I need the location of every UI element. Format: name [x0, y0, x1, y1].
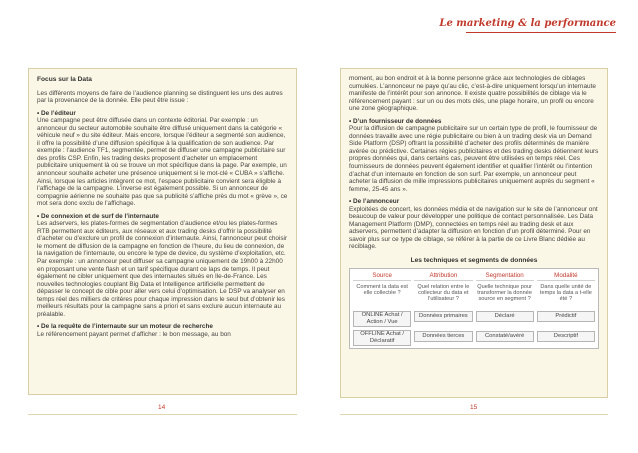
column-question: Dans quelle unité de temps la data a t-elle été ? — [539, 283, 592, 303]
segments-column-modalite — [537, 272, 595, 349]
page-footer-rule-left — [28, 414, 297, 415]
segments-column-attribution — [414, 272, 472, 349]
column-head: Segmentation — [476, 272, 534, 281]
section-heading-annonceur: • De l’annonceur — [349, 198, 400, 206]
header-rule — [466, 32, 616, 33]
segments-table-title: Les techniques et segments de données — [410, 257, 538, 265]
focus-panel — [28, 68, 297, 395]
column-question: Comment la data est elle collectée ? — [356, 283, 408, 296]
segment-box: Constaté/avéré — [476, 331, 534, 342]
section-heading-connexion: • De connexion et de surf de l’internaute — [37, 212, 159, 220]
column-head: Modalité — [537, 272, 595, 281]
continuation-panel — [340, 68, 608, 398]
section-heading-requete: • De la requête de l’internaute sur un moteur de recherche — [37, 323, 213, 331]
continuation-paragraph: moment, au bon endroit et à la bonne personne grâce aux technologies de ciblages cumulées. L’annonceur ne paye qu’au clic, c’est-à-dire uniquement lorsqu’un internaute manifeste de l’intérêt pour son annonce. Il existe quatre possibilités de ciblage via le référencement payant : sur un ou des mots clés, une plage horaire, un profil ou encore une zone géographique. — [349, 75, 596, 113]
segments-column-source — [353, 272, 411, 349]
column-head: Source — [353, 272, 411, 281]
segment-box: Prédictif — [537, 311, 595, 322]
section-heading-fournisseur: • D’un fournisseur de données — [349, 117, 442, 125]
section-text-editeur: Une campagne peut être diffusée dans un contexte éditorial. Par exemple : un annonceur du secteur automobile souhaite être diffusé uniquement dans la catégorie « véhicule neuf » du site éditeur. Mais encore, lorsque l’éditeur a segmenté son audience, il offre la possibilité d’une diffusion spécifique à la qualification de son audience. Par exemple : l’audience TF1, segmentée, permet de diffuser une campagne publicitaire sur des profils CSP. Enfin, les trading desks proposent d’acheter un emplacement publicitaire uniquement là où se trouve un mot spécifique dans la page. Par exemple, un annonceur souhaite acheter une présence uniquement si le mot-clé « CUBA » s’affiche. Ainsi, lorsque les articles intègrent ce mot, l’espace publicitaire convient sera éligible à l’affichage de la campagne. L’inverse est également possible. Si un annonceur de compagnie aérienne ne souhaite pas que sa publicité s’affiche près du mot « grève », ce mot sera donc exclu de l’affichage. — [37, 117, 288, 208]
section-text-requete: Le référencement payant permet d’afficher : le bon message, au bon — [37, 330, 231, 338]
segment-box: OFFLINE Achat / Déclaratif — [353, 330, 411, 346]
column-head: Attribution — [414, 272, 472, 281]
page-footer-rule-right — [340, 414, 608, 415]
page-number-right: 15 — [470, 404, 478, 411]
segments-column-segmentation — [476, 272, 534, 349]
section-text-connexion: Les adservers, les plates-formes de segmentation d’audience et/ou les plates-formes RTB permettent aux éditeurs, aux réseaux et aux trading desks d’offrir la possibilité d’acheter ou d’exclure un profil de connexion d’internaute. Ainsi, l’annonceur peut choisir le moment de diffusion de la campagne en fonction de l’heure, du lieu de connexion, de la navigation de l’internaute, ou encore le type de device, du système d’exploitation, etc. Par exemple : un annonceur peut diffuser sa campagne uniquement de 19h00 à 22h00 en proposant une vente flash et un tarif spécifique durant ce laps de temps. Il peut également ne cibler uniquement que des internautes situés en Ile-de-France. Les nouvelles technologies couplant Big Data et Intelligence artificielle permettent de dépasser le concept de cible pour aller vers celui d’optimisation. Le DSP va analyser en temps réel des milliers de critères pour chaque impression dans le seul but d’obtenir les meilleurs résultats pour la campagne sans a priori et sans exclure aucun internaute au préalable. — [37, 220, 288, 318]
intro-paragraph: Les différents moyens de faire de l’audience planning se distinguent les uns des autres par la provenance de la donnée. Elle peut être issue : — [37, 89, 283, 105]
focus-title: Focus sur la Data — [37, 76, 92, 83]
column-question: Quelle technique pour transformer la donnée source en segment ? — [477, 283, 532, 303]
segment-box: ONLINE Achat / Action / Vue — [353, 311, 411, 327]
segment-box: Données tierces — [414, 331, 472, 342]
segments-table — [349, 268, 599, 349]
segment-box: Déclaré — [476, 311, 534, 322]
section-heading-editeur: • De l’éditeur — [37, 109, 76, 117]
page-number-left: 14 — [158, 404, 166, 411]
section-text-annonceur: Exploitées de concert, les données média et de navigation sur le site de l’annonceur ont beaucoup de valeur pour développer une politique de contact personnalisée. Les Data Management Platform (DMP), connectées en temps réel au trading desk et aux adservers, permettent d’adapter la diffusion en fonction d’un profil déterminé. Pour en savoir plus sur ce type de ciblage, se référer à la partie de ce Livre Blanc dédiée au reciblage. — [349, 205, 598, 251]
section-text-fournisseur: Pour la diffusion de campagne publicitaire sur un certain type de profil, le fournisseur de données travaille avec une régie publicitaire ou bien à un trading desk via un Demand Side Platform (DSP) offrant la possibilité d’acheter des profils déterminés de manière avérée ou prédictive. Certaines régies publicitaires et des trading desks détiennent leurs propres données qui, dans certains cas, peuvent être utilisées en temps réel. Ces fournisseurs de données peuvent également identifier et qualifier l’intérêt ou l’intention d’achat d’un internaute en fonction de son surf. Par exemple, un annonceur peut acheter la diffusion de mille impressions publicitaires uniquement auprès du segment « femme, 25-45 ans ». — [349, 125, 599, 193]
segment-box: Descriptif — [537, 331, 595, 342]
header-title: Le marketing & la performance — [439, 18, 616, 29]
column-question: Quel relation entre le collecteur du data et l’utilisateur ? — [417, 283, 470, 303]
segment-box: Données primaires — [414, 311, 472, 322]
